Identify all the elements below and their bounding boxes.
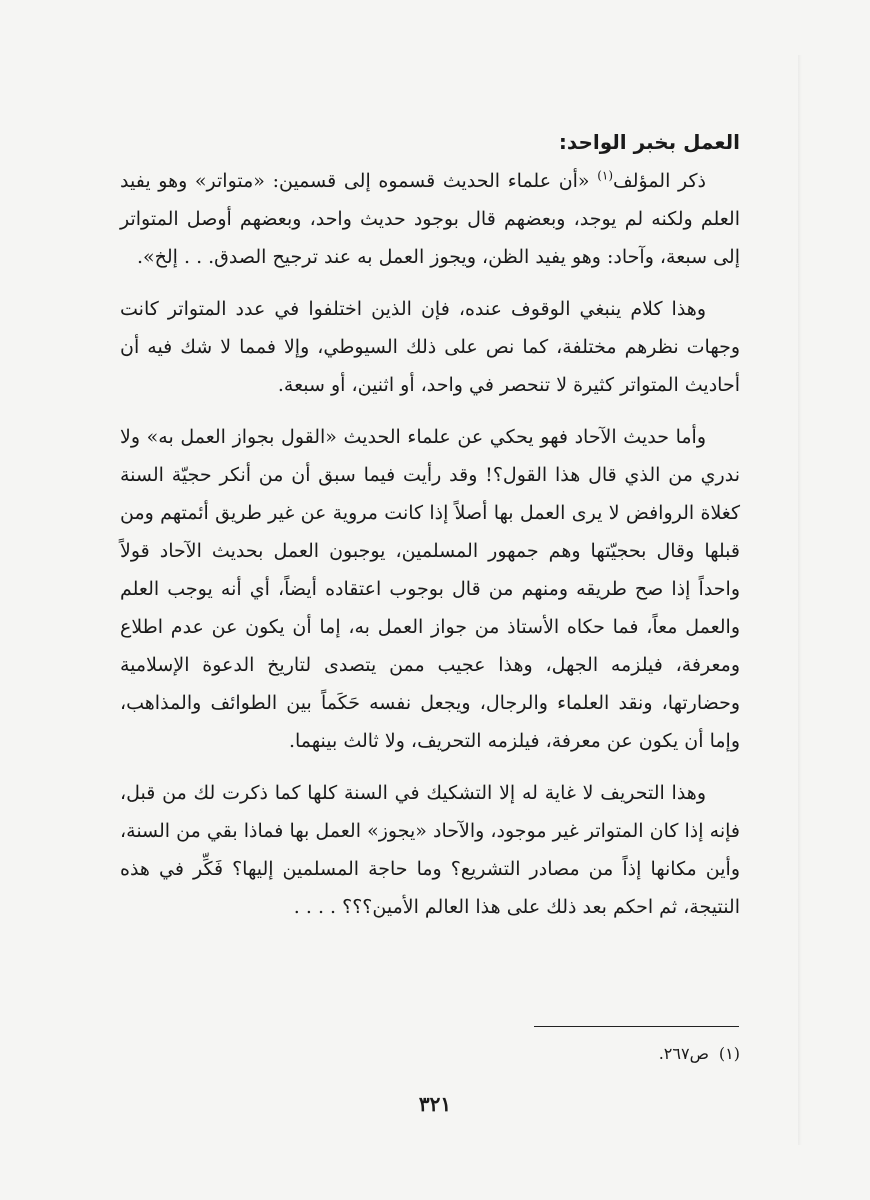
section-heading: العمل بخبر الواحد: [558,130,740,154]
paragraph-3: وأما حديث الآحاد فهو يحكي عن علماء الحديث «القول بجواز العمل به» ولا ندري من الذي قال هذا القول؟! وقد رأيت فيما سبق أن من أنكر حجيّة السنة كغلاة الروافض لا يرى العمل بها أصلاً إذا كانت مروية عن غير طريق أئمتهم ومن قبلها وقال بحجيّتها وهم جمهور المسلمين، يوجبون العمل بحديث الآحاد قولاً واحداً إذا صح طريقه ومنهم من قال بوجوب اعتقاده أيضاً، أي أنه يوجب العلم والعمل معاً، فما حكاه الأستاذ من جواز العمل به، إما أن يكون عن عدم اطلاع ومعرفة، فيلزمه الجهل، وهذا عجيب ممن يتصدى لتاريخ الدعوة الإسلامية وحضارتها، ونقد العلماء والرجال، ويجعل نفسه حَكَماً بين الطوائف والمذاهب، وإما أن يكون عن معرفة، فيلزمه التحريف، ولا ثالث بينهما. [120,426,740,752]
footnote-reference: (١) [597,168,614,183]
paragraph-1-start: ذكر المؤلف [613,170,706,192]
page-edge-shadow [798,55,802,1145]
paragraph-1 [120,162,740,276]
footnote-text: ص٢٦٧. [658,1044,709,1063]
footnote-number: (١) [718,1044,740,1063]
paragraph-2: وهذا كلام ينبغي الوقوف عنده، فإن الذين اختلفوا في عدد المتواتر كانت وجهات نظرهم مختلفة، كما نص على ذلك السيوطي، وإلا فمما لا شك فيه أن أحاديث المتواتر كثيرة لا تنحصر في واحد، أو اثنين، أو سبعة. [120,298,740,396]
page-number: ٣٢١ [418,1092,452,1116]
main-text [120,122,740,940]
footnote-divider [534,1026,739,1027]
footnote [120,1040,740,1068]
paragraph-4: وهذا التحريف لا غاية له إلا التشكيك في السنة كلها كما ذكرت لك من قبل، فإنه إذا كان المتواتر غير موجود، والآحاد «يجوز» العمل بها فماذا بقي من السنة، وأين مكانها إذاً من مصادر التشريع؟ وما حاجة المسلمين إليها؟ فَكِّر في هذه النتيجة، ثم احكم بعد ذلك على هذا العالم الأمين؟؟؟ . . . . [120,782,740,918]
paragraph-1-rest: «أن علماء الحديث قسموه إلى قسمين: «متواتر» وهو يفيد العلم ولكنه لم يوجد، وبعضهم قال بوجود حديث واحد، وبعضهم أوصل المتواتر إلى سبعة، وآحاد: وهو يفيد الظن، ويجوز العمل به عند ترجيح الصدق. . . إلخ». [120,170,740,268]
